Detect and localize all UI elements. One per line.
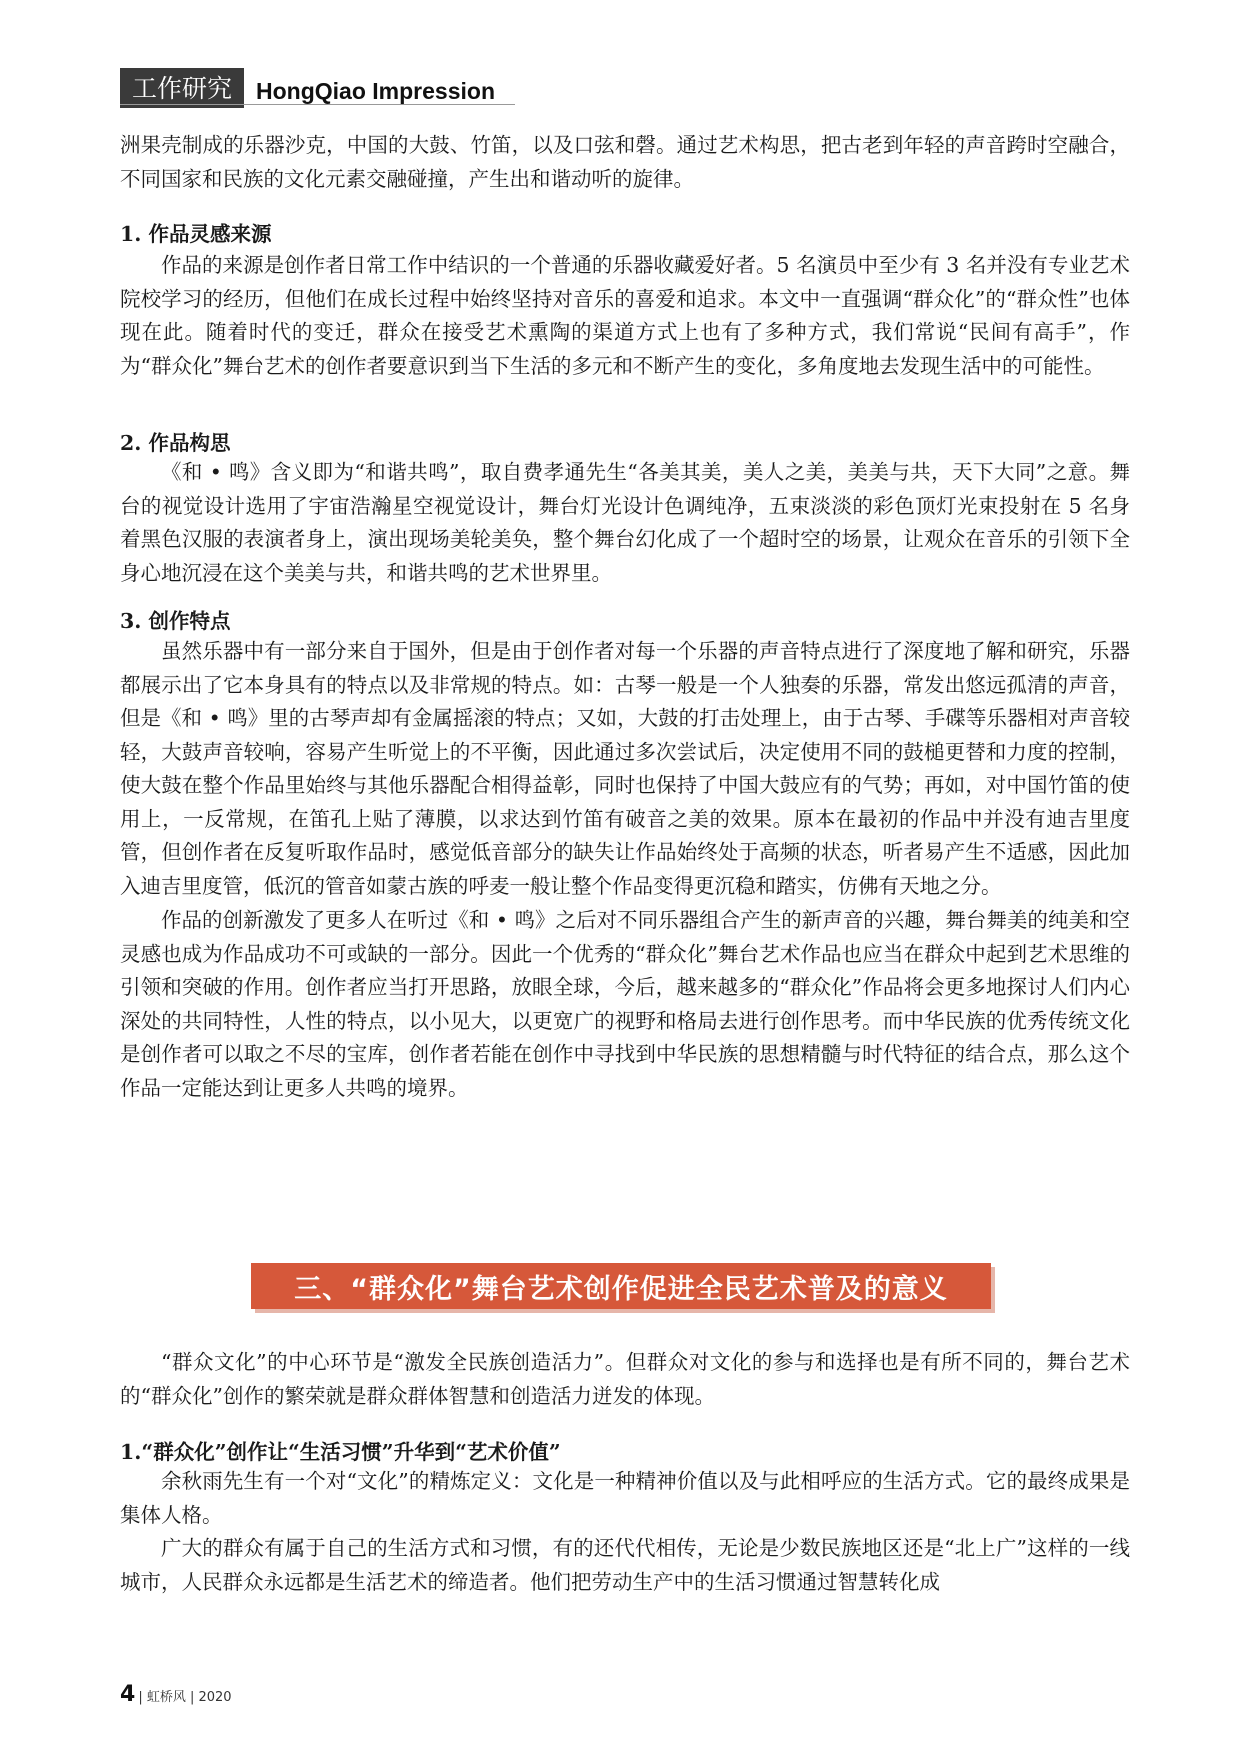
paragraph-lifestyle: 广大的群众有属于自己的生活方式和习惯，有的还代代相传，无论是少数民族地区还是“北上广”这样的一线城市，人民群众永远都是生活艺术的缔造者。他们把劳动生产中的生活习惯通过智慧转化成 (120, 1536, 1130, 1594)
heading-inspiration: 1. 作品灵感来源 (120, 222, 272, 246)
page-footer (120, 1682, 232, 1707)
heading-features: 3. 创作特点 (120, 609, 231, 633)
page-header (120, 68, 495, 108)
magazine-name: HongQiao Impression (256, 78, 495, 104)
paragraph-features: 虽然乐器中有一部分来自于国外，但是由于创作者对每一个乐器的声音特点进行了深度地了解和研究，乐器都展示出了它本身具有的特点以及非常规的特点。如：古琴一般是一个人独奏的乐器，常发出悠远孤清的声音，但是《和 • 鸣》里的古琴声却有金属摇滚的特点；又如，大鼓的打击处理上，由于古琴、手碟等乐器相对声音较轻，大鼓声音较响，容易产生听觉上的不平衡，因此通过多次尝试后，决定使用不同的鼓槌更替和力度的控制，使大鼓在整个作品里始终与其他乐器配合相得益彰，同时也保持了中国大鼓应有的气势；再如，对中国竹笛的使用上，一反常规，在笛孔上贴了薄膜，以求达到竹笛有破音之美的效果。原本在最初的作品中并没有迪吉里度管，但创作者在反复听取作品时，感觉低音部分的缺失让作品始终处于高频的状态，听者易产生不适感，因此加入迪吉里度管，低沉的管音如蒙古族的呼麦一般让整个作品变得更沉稳和踏实，仿佛有天地之分。 (120, 639, 1130, 898)
section-banner: 三、“群众化”舞台艺术创作促进全民艺术普及的意义 (251, 1263, 991, 1309)
page-number: 4 (120, 1682, 136, 1707)
paragraph-definition: 余秋雨先生有一个对“文化”的精炼定义：文化是一种精神价值以及与此相呼应的生活方式。它的最终成果是集体人格。 (120, 1469, 1130, 1527)
paragraph-inspiration: 作品的来源是创作者日常工作中结识的一个普通的乐器收藏爱好者。5 名演员中至少有 3 名并没有专业艺术院校学习的经历，但他们在成长过程中始终坚持对音乐的喜爱和追求。本文中一直强调“群众化”的“群众性”也体现在此。随着时代的变迁，群众在接受艺术熏陶的渠道方式上也有了多种方式，我们常说“民间有高手”，作为“群众化”舞台艺术的创作者要意识到当下生活的多元和不断产生的变化，多角度地去发现生活中的可能性。 (120, 253, 1130, 378)
section-label: 工作研究 (120, 68, 244, 108)
intro-paragraph: 洲果壳制成的乐器沙克，中国的大鼓、竹笛，以及口弦和磬。通过艺术构思，把古老到年轻的声音跨时空融合，不同国家和民族的文化元素交融碰撞，产生出和谐动听的旋律。 (120, 133, 1130, 191)
heading-concept: 2. 作品构思 (120, 431, 231, 455)
heading-life-to-art: 1.“群众化”创作让“生活习惯”升华到“艺术价值” (120, 1440, 561, 1464)
header-rule (120, 104, 515, 105)
paragraph-mass-culture: “群众文化”的中心环节是“激发全民族创造活力”。但群众对文化的参与和选择也是有所不同的，舞台艺术的“群众化”创作的繁荣就是群众群体智慧和创造活力迸发的体现。 (120, 1350, 1130, 1408)
footer-magazine: | 虹桥风 | 2020 (138, 1690, 232, 1705)
paragraph-concept: 《和 • 鸣》含义即为“和谐共鸣”，取自费孝通先生“各美其美，美人之美，美美与共，天下大同”之意。舞台的视觉设计选用了宇宙浩瀚星空视觉设计，舞台灯光设计色调纯净，五束淡淡的彩色顶灯光束投射在 5 名身着黑色汉服的表演者身上，演出现场美轮美奂，整个舞台幻化成了一个超时空的场景，让观众在音乐的引领下全身心地沉浸在这个美美与共，和谐共鸣的艺术世界里。 (120, 460, 1130, 585)
paragraph-innovation: 作品的创新激发了更多人在听过《和 • 鸣》之后对不同乐器组合产生的新声音的兴趣，舞台舞美的纯美和空灵感也成为作品成功不可或缺的一部分。因此一个优秀的“群众化”舞台艺术作品也应当在群众中起到艺术思维的引领和突破的作用。创作者应当打开思路，放眼全球，今后，越来越多的“群众化”作品将会更多地探讨人们内心深处的共同特性，人性的特点，以小见大，以更宽广的视野和格局去进行创作思考。而中华民族的优秀传统文化是创作者可以取之不尽的宝库，创作者若能在创作中寻找到中华民族的思想精髓与时代特征的结合点，那么这个作品一定能达到让更多人共鸣的境界。 (120, 908, 1130, 1100)
